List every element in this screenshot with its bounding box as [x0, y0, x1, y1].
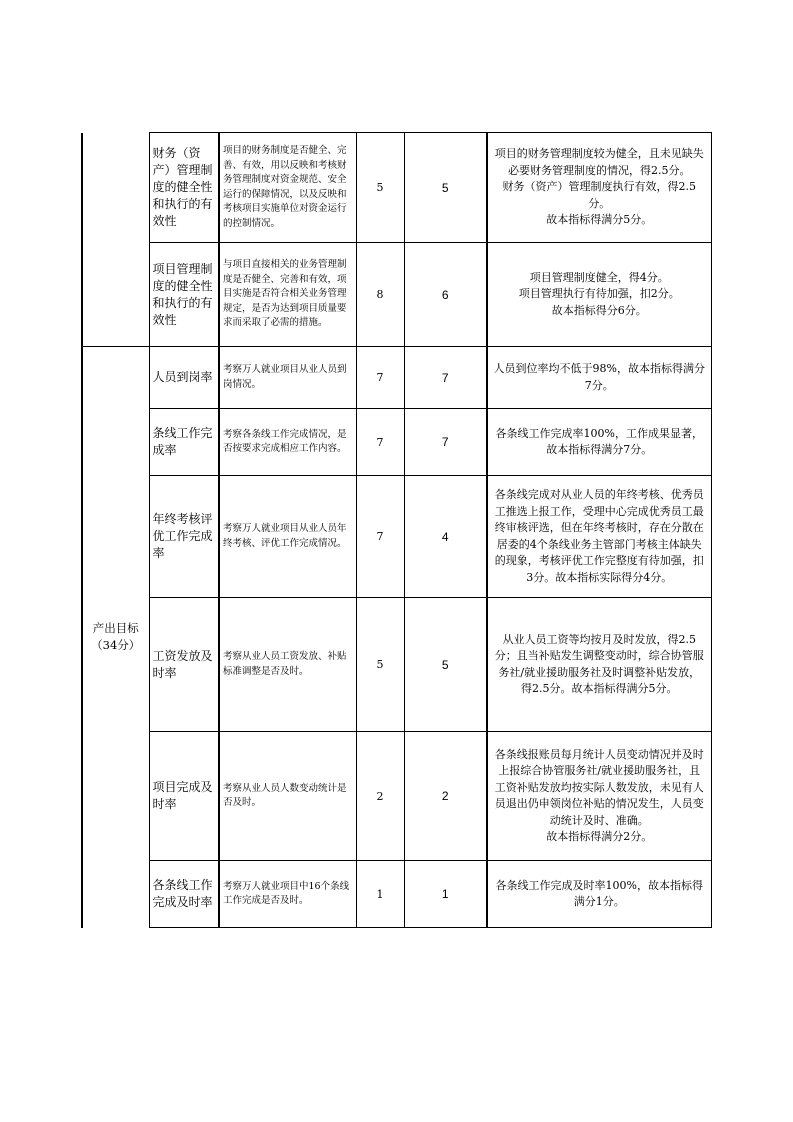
indicator-weight: 1 [356, 861, 404, 928]
indicator-remark [487, 243, 711, 347]
indicator-description: 考察万人就业项目中16个条线工作完成是否及时。 [219, 861, 356, 928]
performance-evaluation-table [81, 132, 712, 928]
indicator-name: 各条线工作完成及时率 [149, 861, 219, 928]
indicator-score: 2 [404, 732, 487, 861]
indicator-name: 人员到岗率 [149, 347, 219, 409]
remark-line: 故本指标得满分5分。 [546, 213, 653, 227]
indicator-score: 1 [404, 861, 487, 928]
indicator-weight: 5 [356, 133, 404, 243]
indicator-name: 条线工作完成率 [149, 409, 219, 476]
table-row [82, 476, 711, 598]
indicator-score: 4 [404, 476, 487, 598]
remark-line: 各条线报账员每月统计人员变动情况并及时上报综合协管服务社/就业援助服务社，且工资补贴发放均按实际人数发放，未见有人员退出仍申领岗位补贴的情况发生，人员变动统计及时、准确。 [494, 747, 704, 827]
table-row [82, 598, 711, 732]
table-row [82, 133, 711, 243]
table-row [82, 861, 711, 928]
indicator-score: 5 [404, 598, 487, 732]
table-row [82, 732, 711, 861]
indicator-description: 考察从业人员人数变动统计是否及时。 [219, 732, 356, 861]
category-cell [82, 243, 149, 347]
indicator-remark [487, 732, 711, 861]
remark-line: 财务（资产）管理制度执行有效，得2.5分。 [502, 180, 696, 210]
indicator-remark [487, 861, 711, 928]
indicator-score: 7 [404, 347, 487, 409]
indicator-remark [487, 598, 711, 732]
indicator-weight: 5 [356, 598, 404, 732]
category-cell: 产出目标（34分） [82, 347, 149, 928]
indicator-name: 项目完成及时率 [149, 732, 219, 861]
indicator-description: 考察万人就业项目从业人员到岗情况。 [219, 347, 356, 409]
indicator-weight: 8 [356, 243, 404, 347]
remark-line: 人员到位率均不低于98%，故本指标得满分7分。 [493, 362, 705, 392]
remark-line: 项目管理制度健全，得4分。 [529, 270, 669, 284]
indicator-name: 财务（资产）管理制度的健全性和执行的有效性 [149, 133, 219, 243]
table-row [82, 409, 711, 476]
indicator-remark [487, 409, 711, 476]
indicator-remark [487, 476, 711, 598]
category-cell [82, 133, 149, 243]
indicator-name: 项目管理制度的健全性和执行的有效性 [149, 243, 219, 347]
indicator-remark [487, 133, 711, 243]
remark-line: 故本指标得满分2分。 [546, 830, 653, 843]
table-row [82, 243, 711, 347]
remark-line: 各条线完成对从业人员的年终考核、优秀员工推选上报工作，受理中心完成优秀员工最终审核评选，但在年终考核时，存在分散在居委的4个条线业务主管部门考核主体缺失的现象，考核评优工作完整度有待加强，扣3分。故本指标实际得分4分。 [494, 488, 704, 584]
remark-line: 项目管理执行有待加强，扣2分。 [518, 287, 680, 301]
indicator-weight: 7 [356, 409, 404, 476]
remark-line: 项目的财务管理制度较为健全，且未见缺失必要财务管理制度的情况，得2.5分。 [494, 147, 704, 177]
indicator-score: 7 [404, 409, 487, 476]
indicator-score: 6 [404, 243, 487, 347]
remark-line: 各条线工作完成及时率100%，故本指标得满分1分。 [495, 878, 703, 908]
indicator-weight: 2 [356, 732, 404, 861]
indicator-description: 与项目直接相关的业务管理制度是否健全、完善和有效，项目实施是否符合相关业务管理规定，是否为达到项目质量要求而采取了必需的措施。 [219, 243, 356, 347]
indicator-remark [487, 347, 711, 409]
remark-line: 从业人员工资等均按月及时发放，得2.5分；且当补贴发生调整变动时，综合协管服务社/就业援助服务社及时调整补贴发放，得2.5分。故本指标得满分5分。 [494, 632, 704, 695]
table-row [82, 347, 711, 409]
indicator-name: 年终考核评优工作完成率 [149, 476, 219, 598]
indicator-score: 5 [404, 133, 487, 243]
indicator-description: 考察各条线工作完成情况，是否按要求完成相应工作内容。 [219, 409, 356, 476]
indicator-description: 项目的财务制度是否健全、完善、有效，用以反映和考核财务管理制度对资金规范、安全运行的保障情况，以及反映和考核项目实施单位对资金运行的控制情况。 [219, 133, 356, 243]
indicator-name: 工资发放及时率 [149, 598, 219, 732]
indicator-description: 考察从业人员工资发放、补贴标准调整是否及时。 [219, 598, 356, 732]
remark-line: 故本指标得分6分。 [551, 303, 647, 317]
indicator-description: 考察万人就业项目从业人员年终考核、评优工作完成情况。 [219, 476, 356, 598]
remark-line: 各条线工作完成率100%，工作成果显著，故本指标得满分7分。 [495, 426, 703, 456]
indicator-weight: 7 [356, 347, 404, 409]
indicator-weight: 7 [356, 476, 404, 598]
